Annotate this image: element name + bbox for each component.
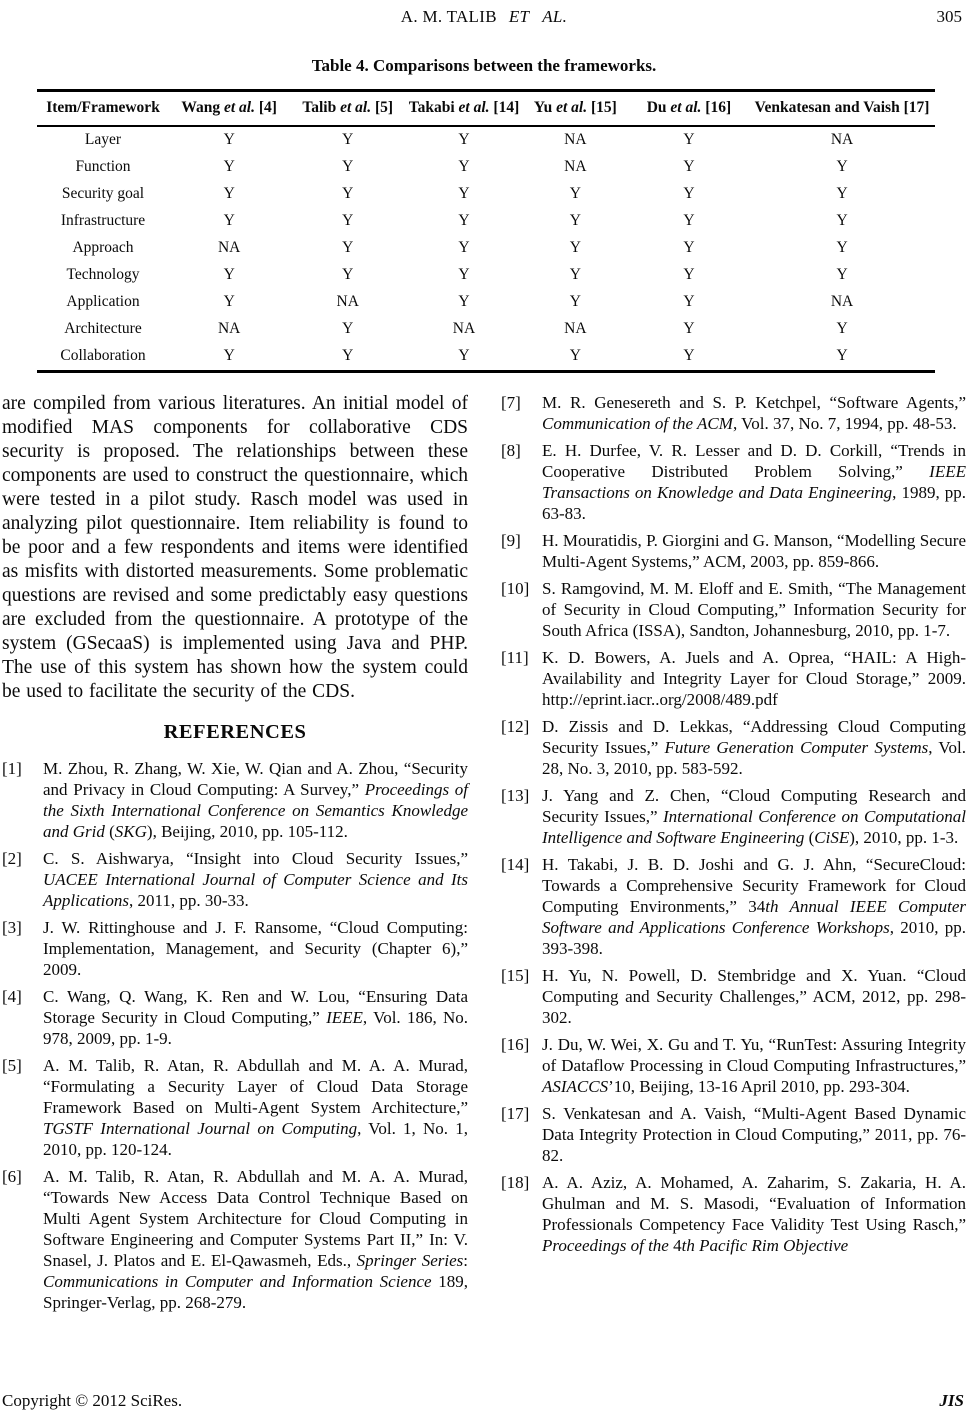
plain-text: A. A. Aziz, A. Mohamed, A. Zaharim, S. Zakaria, H. A. Ghulman and M. S. Masodi, “Evaluation of Information Professionals Competency Face Validity Test Using Rasch,” (542, 1173, 966, 1234)
table-cell: Y (223, 212, 235, 229)
plain-text: , 2011, pp. 30-33. (128, 891, 249, 910)
table-row-label: Layer (84, 131, 122, 148)
table-cell: Y (569, 293, 581, 310)
italic-text: et al. (224, 99, 255, 116)
table-cell: NA (217, 239, 241, 256)
reference-label: [1] (2, 759, 22, 778)
plain-text: [15] (587, 99, 617, 116)
reference-label: [14] (501, 855, 530, 874)
table-cell: Y (458, 212, 470, 229)
table-row (37, 208, 935, 235)
table-cell: Y (836, 185, 848, 202)
reference-item (501, 854, 966, 959)
plain-text: , 2010, pp. 393-398. (542, 918, 967, 958)
reference-label: [6] (2, 1167, 22, 1186)
reference-label: [16] (501, 1035, 530, 1054)
table-header (37, 91, 935, 127)
table-row-label: Technology (66, 266, 140, 283)
intro-paragraph: are compiled from various literatures. An initial model of modified MAS components for collaborative CDS security is proposed. The relationships between these components are used to construct the questionnaire, which were tested in a pilot study. Rasch model was used in analyzing pilot questionnaire. Item reliability is found to be poor and a few respondents and items were identified as misfits with distorted measurements. Some problematic questions are revised and some predictably easy questions are excluded from the questionnaire. A prototype of the system (GSecaaS) is implemented using Java and PHP. The use of this system has shown how the system could be used to facilitate the security of the CDS. (2, 393, 468, 702)
references-list-right (501, 392, 966, 1256)
table-cell: Y (223, 347, 235, 364)
table-row-label: Collaboration (60, 347, 146, 364)
plain-text: E. H. Durfee, V. R. Lesser and D. D. Corkill, “Trends in Cooperative Distributed Problem Solving,” (542, 441, 966, 481)
reference-item (2, 917, 468, 980)
italic-text: CiSE (814, 828, 850, 847)
plain-text: K. D. Bowers, A. Juels and A. Oprea, “HAIL: A High-Availability and Integrity Layer for Cloud Storage,” 2009. http://eprint.iacr..org/2008/489.pdf (542, 648, 966, 709)
table-cell: Y (836, 320, 848, 337)
table-row (37, 289, 935, 316)
italic-text: Springer Series (356, 1251, 464, 1270)
reference-item (501, 1172, 966, 1256)
plain-text: , Vol. 37, No. 7, 1994, pp. 48-53. (732, 414, 957, 433)
table-cell: Y (458, 185, 470, 202)
italic-text: Proceedings of the (542, 1236, 669, 1255)
comparison-table (37, 89, 935, 373)
table-cell: NA (564, 131, 587, 148)
table-cell: Y (683, 185, 695, 202)
reference-item (501, 716, 966, 779)
table-cell: Y (836, 212, 848, 229)
reference-item (2, 986, 468, 1049)
table-row-label: Architecture (64, 320, 142, 337)
table-cell: Y (836, 347, 848, 364)
plain-text: ), Beijing, 2010, pp. 105-112. (146, 822, 348, 841)
plain-text: ( (104, 822, 115, 841)
left-column (2, 392, 468, 1319)
table-row (37, 154, 935, 181)
reference-item (501, 392, 966, 434)
plain-text: ), 2010, pp. 1-3. (849, 828, 959, 847)
plain-text: Item/Framework (46, 99, 160, 116)
table-row-label: Approach (72, 239, 134, 256)
italic-text: th Annual IEEE Computer Software and Applications Conference Workshops (542, 897, 966, 937)
plain-text: C. S. Aishwarya, “Insight into Cloud Security Issues,” (43, 849, 468, 868)
table-cell: NA (336, 293, 359, 310)
table-cell: Y (342, 131, 354, 148)
table-row (37, 262, 935, 289)
table-cell: Y (342, 158, 354, 175)
table-cell: Y (458, 131, 470, 148)
table-cell: Y (342, 347, 354, 364)
table-cell: NA (830, 131, 854, 148)
plain-text: [4] (255, 99, 277, 116)
reference-item (2, 758, 468, 842)
table-row (37, 316, 935, 343)
plain-text: A. M. Talib, R. Atan, R. Abdullah and M. A. A. Murad, “Towards New Access Data Control Technique Based on Multi Agent System Architecture for Cloud Computing in Software Engineering and Computer Systems Part II,” In: V. Snasel, J. Platos and E. El-Qawasmeh, Eds., (43, 1167, 468, 1270)
table-cell: Y (569, 266, 581, 283)
table-cell: Y (223, 293, 235, 310)
reference-label: [17] (501, 1104, 530, 1123)
italic-text: Communication of the ACM (542, 414, 733, 433)
table-cell: Y (342, 320, 354, 337)
plain-text: [14] (489, 99, 520, 116)
table-row-label: Security goal (61, 185, 145, 202)
table-row (37, 235, 935, 262)
plain-text: 4 (668, 1236, 682, 1255)
table-cell: Y (569, 239, 581, 256)
table-row (37, 181, 935, 208)
reference-label: [11] (501, 648, 529, 667)
italic-text: et al. (340, 99, 372, 116)
plain-text: J. Du, W. Wei, X. Gu and T. Yu, “RunTest: Assuring Integrity of Dataflow Processing in Cloud Computing Infrastructures,” (542, 1035, 966, 1075)
reference-item (501, 1034, 966, 1097)
plain-text: 189, Springer-Verlag, pp. 268-279. (43, 1272, 469, 1312)
plain-text: Takabi (408, 99, 459, 116)
reference-item (501, 965, 966, 1028)
reference-label: [5] (2, 1056, 22, 1075)
table-header-cell (629, 91, 749, 127)
table-cell: NA (564, 320, 587, 337)
table-caption: Table 4. Comparisons between the frameworks. (311, 56, 657, 75)
table-cell: Y (683, 212, 695, 229)
reference-item (2, 1055, 468, 1160)
table-header-row (37, 91, 935, 127)
running-head-etal: ET AL. (508, 7, 568, 26)
page-number: 305 (936, 7, 962, 26)
plain-text: ’10, Beijing, 13-16 April 2010, pp. 293-304. (608, 1077, 910, 1096)
plain-text: M. R. Genesereth and S. P. Ketchpel, “Software Agents,” (542, 393, 966, 412)
reference-item (501, 1103, 966, 1166)
reference-item (501, 578, 966, 641)
table-cell: Y (683, 347, 695, 364)
reference-label: [3] (2, 918, 22, 937)
table-cell: Y (683, 293, 695, 310)
reference-item (501, 647, 966, 710)
page-footer (2, 1391, 964, 1411)
table-cell: Y (569, 212, 581, 229)
plain-text: Du (646, 99, 671, 116)
table-cell: Y (683, 320, 695, 337)
reference-label: [12] (501, 717, 530, 736)
italic-text: IEEE (326, 1008, 363, 1027)
table-row-label: Application (66, 293, 140, 310)
italic-text: et al. (556, 99, 588, 116)
italic-text: th Pacific Rim Objective (681, 1236, 849, 1255)
table-cell: Y (458, 266, 470, 283)
table-header-cell (37, 91, 169, 127)
plain-text: H. Takabi, J. B. D. Joshi and G. J. Ahn, “SecureCloud: Towards a Comprehensive Security Framework for Cloud Computing Environments,” 34 (542, 855, 966, 916)
reference-label: [2] (2, 849, 22, 868)
plain-text: M. Zhou, R. Zhang, W. Xie, W. Qian and A. Zhou, “Security and Privacy in Cloud Computing: A Survey,” (43, 759, 468, 799)
reference-label: [15] (501, 966, 530, 985)
table-cell: Y (223, 266, 235, 283)
reference-item (501, 530, 966, 572)
italic-text: SKG (114, 822, 147, 841)
reference-label: [4] (2, 987, 22, 1006)
reference-item (2, 1166, 468, 1313)
plain-text: S. Ramgovind, M. M. Eloff and E. Smith, “The Management of Security in Cloud Computing,” Information Security for South Africa (ISSA), Sandton, Johannesburg, 2010, pp. 1-7. (542, 579, 966, 640)
table-cell: NA (452, 320, 476, 337)
plain-text: H. Yu, N. Powell, D. Stembridge and X. Yuan. “Cloud Computing and Security Challenges,” ACM, 2012, pp. 298-302. (542, 966, 966, 1027)
table-cell: NA (830, 293, 854, 310)
plain-text: , Vol. 1, No. 1, 2010, pp. 120-124. (43, 1119, 469, 1159)
table-cell: Y (836, 239, 848, 256)
table-row-label: Infrastructure (60, 212, 146, 229)
italic-text: TGSTF International Journal on Computing (43, 1119, 358, 1138)
table-cell: Y (223, 131, 235, 148)
plain-text: A. M. Talib, R. Atan, R. Abdullah and M. A. A. Murad, “Formulating a Security Layer of Cloud Data Storage Framework Based on Multi-Agent System Architecture,” (43, 1056, 468, 1117)
reference-label: [9] (501, 531, 521, 550)
italic-text: International Conference on Computational Intelligence and Software Engineering (542, 807, 966, 847)
table-row (37, 126, 935, 154)
table-cell: Y (683, 158, 695, 175)
table-cell: Y (458, 347, 470, 364)
table-cell: Y (683, 239, 695, 256)
table-header-cell (406, 91, 522, 127)
table-cell: Y (342, 239, 354, 256)
plain-text: H. Mouratidis, P. Giorgini and G. Manson, “Modelling Secure Multi-Agent Systems,” ACM, 2003, pp. 859-866. (542, 531, 966, 571)
body-columns (2, 392, 966, 1319)
copyright-text: Copyright © 2012 SciRes. (2, 1391, 183, 1410)
table-cell: Y (836, 158, 848, 175)
plain-text: Venkatesan and Vaish [17] (754, 99, 930, 116)
plain-text: J. W. Rittinghouse and J. F. Ransome, “Cloud Computing: Implementation, Management, and Security (Chapter 6),” 2009. (43, 918, 468, 979)
table-header-cell (169, 91, 289, 127)
reference-label: [8] (501, 441, 521, 460)
plain-text: , 1989, pp. 63-83. (542, 483, 967, 523)
table-cell: Y (342, 266, 354, 283)
table-cell: Y (458, 293, 470, 310)
reference-item (501, 440, 966, 524)
table-cell: Y (569, 185, 581, 202)
plain-text: S. Venkatesan and A. Vaish, “Multi-Agent Based Dynamic Data Integrity Protection in Cloud Computing,” 2011, pp. 76-82. (542, 1104, 966, 1165)
plain-text: Talib (302, 99, 341, 116)
table-row-label: Function (75, 158, 131, 175)
table-cell: Y (569, 347, 581, 364)
italic-text: ASIACCS (542, 1077, 609, 1096)
table-cell: Y (223, 185, 235, 202)
reference-item (501, 785, 966, 848)
italic-text: Communications in Computer and Information Science (43, 1272, 432, 1291)
plain-text: Yu (533, 99, 557, 116)
table-row (37, 343, 935, 372)
table-header-cell (289, 91, 406, 127)
table-body (37, 126, 935, 372)
plain-text: ( (804, 828, 815, 847)
plain-text: J. Yang and Z. Chen, “Cloud Computing Research and Security Issues,” (542, 786, 966, 826)
table-header-cell (749, 91, 935, 127)
table-cell: Y (458, 239, 470, 256)
right-column (501, 392, 966, 1319)
references-list-left (2, 758, 468, 1313)
table-cell: Y (342, 212, 354, 229)
table-cell: NA (217, 320, 241, 337)
table-cell: NA (564, 158, 587, 175)
journal-abbrev: JIS (939, 1391, 964, 1410)
plain-text: D. Zissis and D. Lekkas, “Addressing Cloud Computing Security Issues,” (542, 717, 966, 757)
italic-text: UACEE International Journal of Computer Science and Its Applications (43, 870, 468, 910)
table-cell: Y (836, 266, 848, 283)
table-cell: Y (342, 185, 354, 202)
table-cell: Y (683, 131, 695, 148)
reference-label: [18] (501, 1173, 530, 1192)
reference-label: [10] (501, 579, 530, 598)
table-cell: Y (458, 158, 470, 175)
italic-text: IEEE Transactions on Knowledge and Data Engineering (542, 462, 966, 502)
italic-text: et al. (458, 99, 490, 116)
reference-label: [7] (501, 393, 521, 412)
italic-text: et al. (670, 99, 702, 116)
plain-text: , Vol. 186, No. 978, 2009, pp. 1-9. (43, 1008, 469, 1048)
running-head-authors (0, 7, 968, 27)
running-head-name: A. M. TALIB (400, 7, 497, 26)
running-head (0, 7, 968, 27)
table-cell: Y (223, 158, 235, 175)
italic-text: Future Generation Computer Systems (664, 738, 929, 757)
references-heading: REFERENCES (163, 721, 307, 743)
reference-item (2, 848, 468, 911)
table-cell: Y (683, 266, 695, 283)
plain-text: , Vol. 28, No. 3, 2010, pp. 583-592. (542, 738, 966, 778)
plain-text: : (463, 1251, 469, 1270)
reference-label: [13] (501, 786, 530, 805)
plain-text: C. Wang, Q. Wang, K. Ren and W. Lou, “Ensuring Data Storage Security in Cloud Computing,” (43, 987, 468, 1027)
plain-text: [5] (371, 99, 394, 116)
table-header-cell (522, 91, 629, 127)
plain-text: Wang (181, 99, 224, 116)
plain-text: [16] (701, 99, 732, 116)
italic-text: Proceedings of the Sixth International Conference on Semantics Knowledge and Grid (43, 780, 468, 841)
